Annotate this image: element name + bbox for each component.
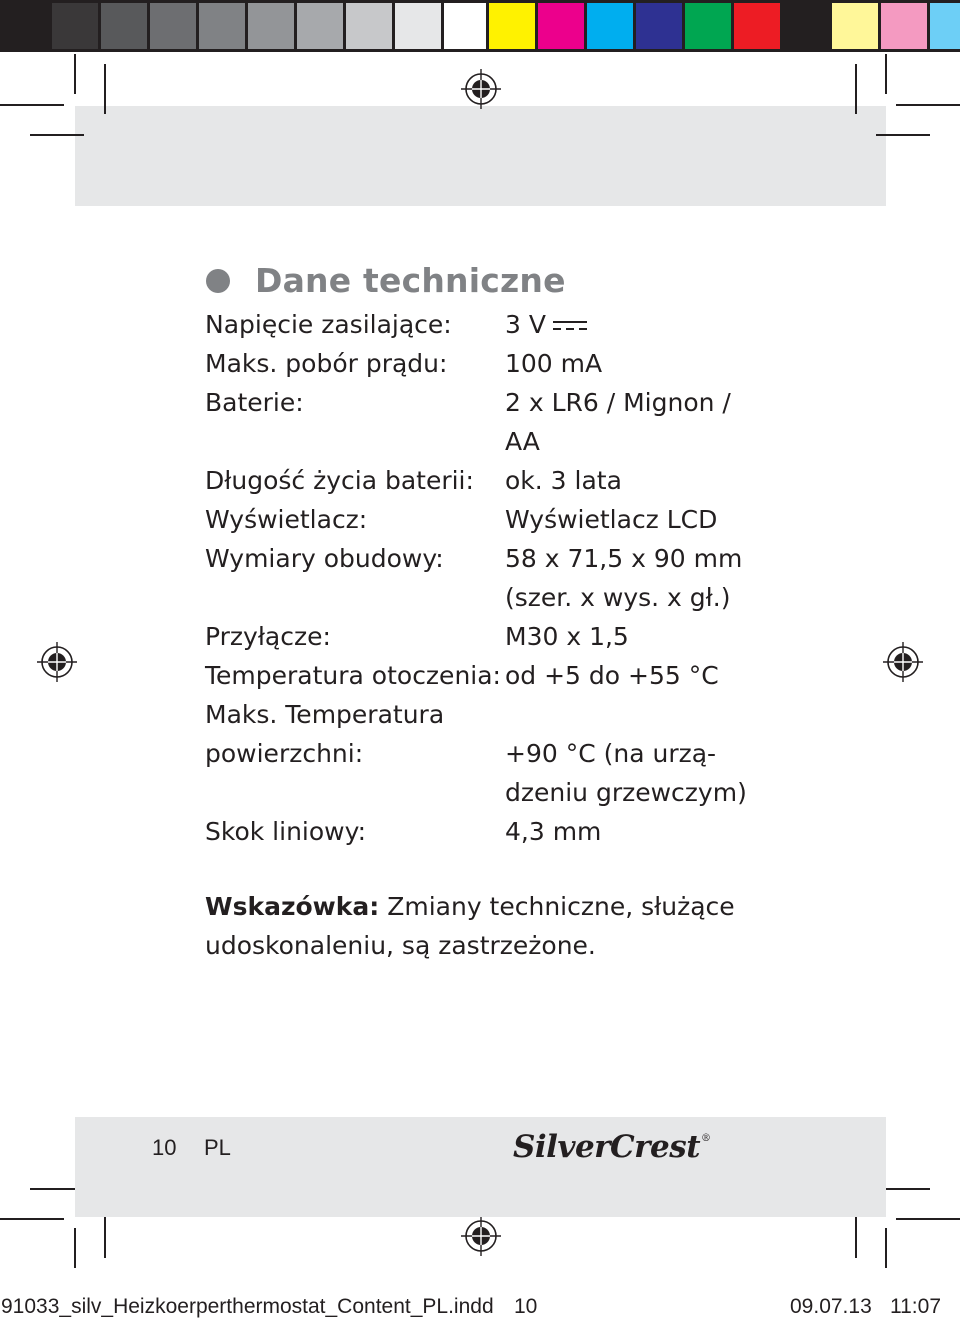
crop-mark	[0, 1218, 64, 1220]
color-swatch	[584, 0, 633, 52]
language-code: PL	[204, 1135, 231, 1160]
spec-value-text: +90 °C (na urzą-	[505, 739, 717, 768]
gray-swatch	[392, 0, 441, 52]
spec-label: Wymiary obudowy:	[205, 544, 444, 573]
spec-label: Temperatura otoczenia:	[205, 661, 501, 690]
note-label: Wskazówka:	[205, 892, 380, 921]
spec-label: Maks. Temperatura	[205, 700, 445, 729]
color-swatch	[829, 0, 878, 52]
crop-mark	[74, 1228, 76, 1268]
spec-value-line2: dzeniu grzewczym)	[505, 778, 747, 807]
gray-swatch	[0, 0, 49, 52]
crop-mark	[0, 104, 64, 106]
spec-label: Napięcie zasilające:	[205, 310, 452, 339]
gray-swatch	[294, 0, 343, 52]
spec-value	[505, 617, 629, 656]
gray-swatch	[98, 0, 147, 52]
spec-value	[505, 461, 622, 500]
slug-filename: 91033_silv_Heizkoerperthermostat_Content_PL.indd	[1, 1295, 494, 1318]
crop-mark	[896, 1218, 960, 1220]
registration-mark-icon	[37, 642, 77, 682]
spec-value-text: 4,3 mm	[505, 817, 602, 846]
color-swatch	[780, 0, 829, 52]
crop-mark	[896, 104, 960, 106]
header-band	[75, 106, 886, 206]
gray-swatch	[49, 0, 98, 52]
color-swatch	[878, 0, 927, 52]
color-swatch	[486, 0, 535, 52]
spec-label-line2: powierzchni:	[205, 739, 364, 768]
color-swatch	[535, 0, 584, 52]
registration-mark-icon	[461, 1216, 501, 1256]
gray-swatch	[343, 0, 392, 52]
spec-label: Przyłącze:	[205, 622, 331, 651]
note-paragraph	[205, 887, 785, 965]
spec-value-text: ok. 3 lata	[505, 466, 622, 495]
spec-value-text: od +5 do +55 °C	[505, 661, 719, 690]
spec-value	[505, 344, 602, 383]
spec-value	[505, 383, 731, 422]
color-swatch	[927, 0, 960, 52]
slug-page: 10	[514, 1295, 538, 1318]
spec-value-text: 100 mA	[505, 349, 603, 378]
footer-band	[75, 1117, 886, 1217]
grayscale-calibration-bar	[0, 0, 493, 52]
crop-mark	[855, 64, 857, 114]
color-swatch	[682, 0, 731, 52]
silvercrest-logo	[513, 1129, 711, 1165]
spec-value-text: Wyświetlacz LCD	[505, 505, 718, 534]
spec-value-text: M30 x 1,5	[505, 622, 629, 651]
spec-value	[505, 500, 717, 539]
slug-date: 09.07.13	[790, 1295, 872, 1318]
dc-symbol-icon	[552, 319, 588, 333]
spec-value	[505, 539, 742, 578]
gray-swatch	[147, 0, 196, 52]
spec-value-text: 2 x LR6 / Mignon /	[505, 388, 731, 417]
spec-label: Skok liniowy:	[205, 817, 366, 846]
gray-swatch	[196, 0, 245, 52]
logo-text: SilverCrest	[513, 1129, 701, 1165]
note-text-line2: udoskonaleniu, są zastrzeżone.	[205, 931, 596, 960]
slug-time: 11:07	[890, 1295, 941, 1318]
color-swatch	[633, 0, 682, 52]
spec-label: Długość życia baterii:	[205, 466, 474, 495]
spec-value-line2: (szer. x wys. x gł.)	[505, 583, 731, 612]
spec-value-text: 3 V	[505, 310, 546, 339]
spec-label: Maks. pobór prądu:	[205, 349, 448, 378]
crop-mark	[885, 1228, 887, 1268]
spec-label: Wyświetlacz:	[205, 505, 368, 534]
gray-swatch	[245, 0, 294, 52]
registration-mark-icon	[461, 69, 501, 109]
color-calibration-bar	[486, 0, 960, 52]
page-number: 10	[152, 1135, 177, 1160]
spec-value	[505, 734, 716, 773]
spec-value-line2: AA	[505, 427, 540, 456]
section-title: Dane techniczne	[255, 261, 566, 300]
spec-value	[505, 656, 719, 695]
crop-mark	[104, 64, 106, 114]
registered-mark: ®	[701, 1133, 711, 1144]
bullet-dot-icon	[205, 268, 231, 294]
crop-mark	[30, 134, 84, 136]
spec-value	[505, 305, 588, 344]
spec-value	[505, 812, 601, 851]
crop-mark	[876, 134, 930, 136]
spec-value-text: 58 x 71,5 x 90 mm	[505, 544, 743, 573]
registration-mark-icon	[883, 642, 923, 682]
spec-label: Baterie:	[205, 388, 304, 417]
note-text: Zmiany techniczne, służące	[379, 892, 735, 921]
crop-mark	[885, 54, 887, 94]
color-swatch	[731, 0, 780, 52]
crop-mark	[74, 54, 76, 94]
